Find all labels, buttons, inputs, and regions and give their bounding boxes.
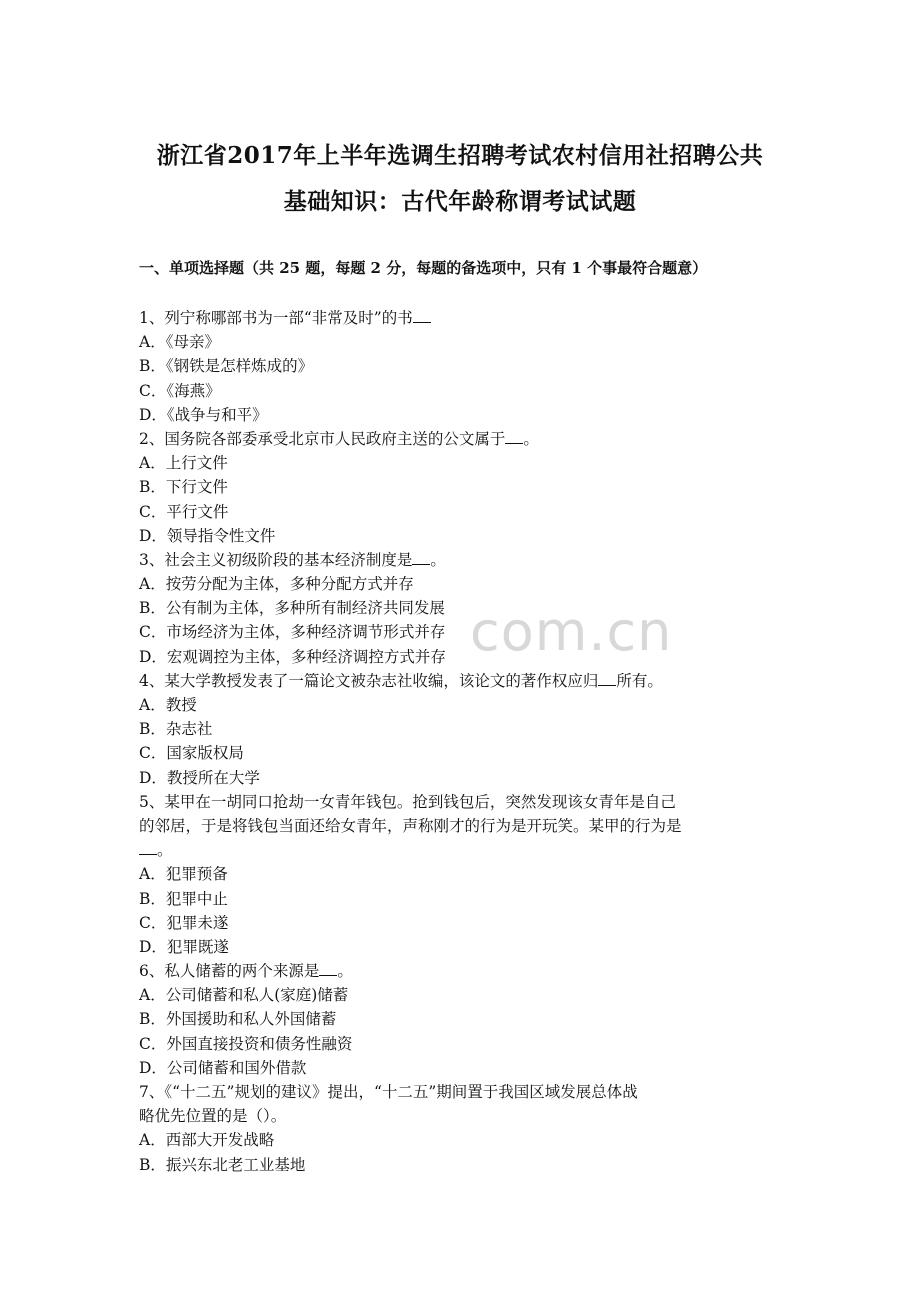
option: C．犯罪未遂	[139, 913, 229, 932]
question-stem: 4、某大学教授发表了一篇论文被杂志社收编，该论文的著作权应归 所有。	[139, 671, 663, 690]
option: D．公司储蓄和国外借款	[139, 1058, 307, 1077]
answer-blank	[319, 961, 337, 976]
question-list	[139, 306, 784, 1177]
question-stem-line: 5、某甲在一胡同口抢劫一女青年钱包。抢到钱包后，突然发现该女青年是自己	[139, 792, 676, 811]
answer-blank	[412, 550, 430, 565]
question-stem: 1、列宁称哪部书为一部“非常及时”的书	[139, 306, 784, 330]
option: C．外国直接投资和债务性融资	[139, 1034, 353, 1053]
question-stem-line: 7、《“十二五”规划的建议》提出，“十二五”期间置于我国区域发展总体战	[139, 1083, 638, 1101]
option: A．按劳分配为主体，多种分配方式并存	[139, 575, 414, 594]
watermark: com.cn	[470, 600, 673, 663]
option: A．《母亲》	[139, 333, 220, 352]
question-stem-line: 略优先位置的是（）。	[139, 1107, 287, 1126]
document-title-line2: 基础知识：古代年龄称谓考试试题	[283, 188, 637, 215]
question-stem: 2、国务院各部委承受北京市人民政府主送的公文属于 。	[139, 429, 539, 448]
question-stem-line: 的邻居，于是将钱包当面还给女青年，声称刚才的行为是开玩笑。某甲的行为是	[139, 816, 682, 835]
option: A．公司储蓄和私人(家庭)储蓄	[139, 986, 349, 1005]
option: B．振兴东北老工业基地	[139, 1155, 306, 1174]
answer-blank	[413, 308, 431, 323]
option: A．西部大开发战略	[139, 1131, 275, 1150]
section-heading: 一、单项选择题（共 25 题，每题 2 分，每题的备选项中，只有 1 个事最符合题意）	[139, 259, 708, 277]
document-title-line1: 浙江省2017年上半年选调生招聘考试农村信用社招聘公共	[156, 142, 764, 169]
answer-blank	[505, 429, 523, 444]
option: A．犯罪预备	[139, 865, 228, 884]
option: B．《钢铁是怎样炼成的》	[139, 357, 314, 376]
option: B．犯罪中止	[139, 889, 228, 908]
option: B．公有制为主体，多种所有制经济共同发展	[139, 599, 445, 618]
option: C．国家版权局	[139, 744, 244, 763]
question-stem: 6、私人储蓄的两个来源是 。	[139, 962, 353, 981]
option: C．《海燕》	[139, 381, 221, 400]
option: A．教授	[139, 696, 197, 714]
option: C．市场经济为主体，多种经济调节形式并存	[139, 623, 446, 642]
option: D．领导指令性文件	[139, 526, 276, 545]
answer-blank	[139, 840, 157, 855]
option: D．犯罪既遂	[139, 937, 229, 956]
option: B．下行文件	[139, 478, 228, 497]
question-stem: 3、社会主义初级阶段的基本经济制度是 。	[139, 550, 446, 569]
option: D．宏观调控为主体，多种经济调控方式并存	[139, 647, 446, 666]
option: D．教授所在大学	[139, 768, 260, 787]
option: C．平行文件	[139, 502, 229, 521]
option: B．外国援助和私人外国储蓄	[139, 1010, 337, 1029]
option: A．上行文件	[139, 454, 228, 473]
question-stem-line: 。	[139, 838, 784, 862]
option: B．杂志社	[139, 720, 213, 739]
option: D．《战争与和平》	[139, 405, 268, 424]
answer-blank	[598, 671, 616, 686]
